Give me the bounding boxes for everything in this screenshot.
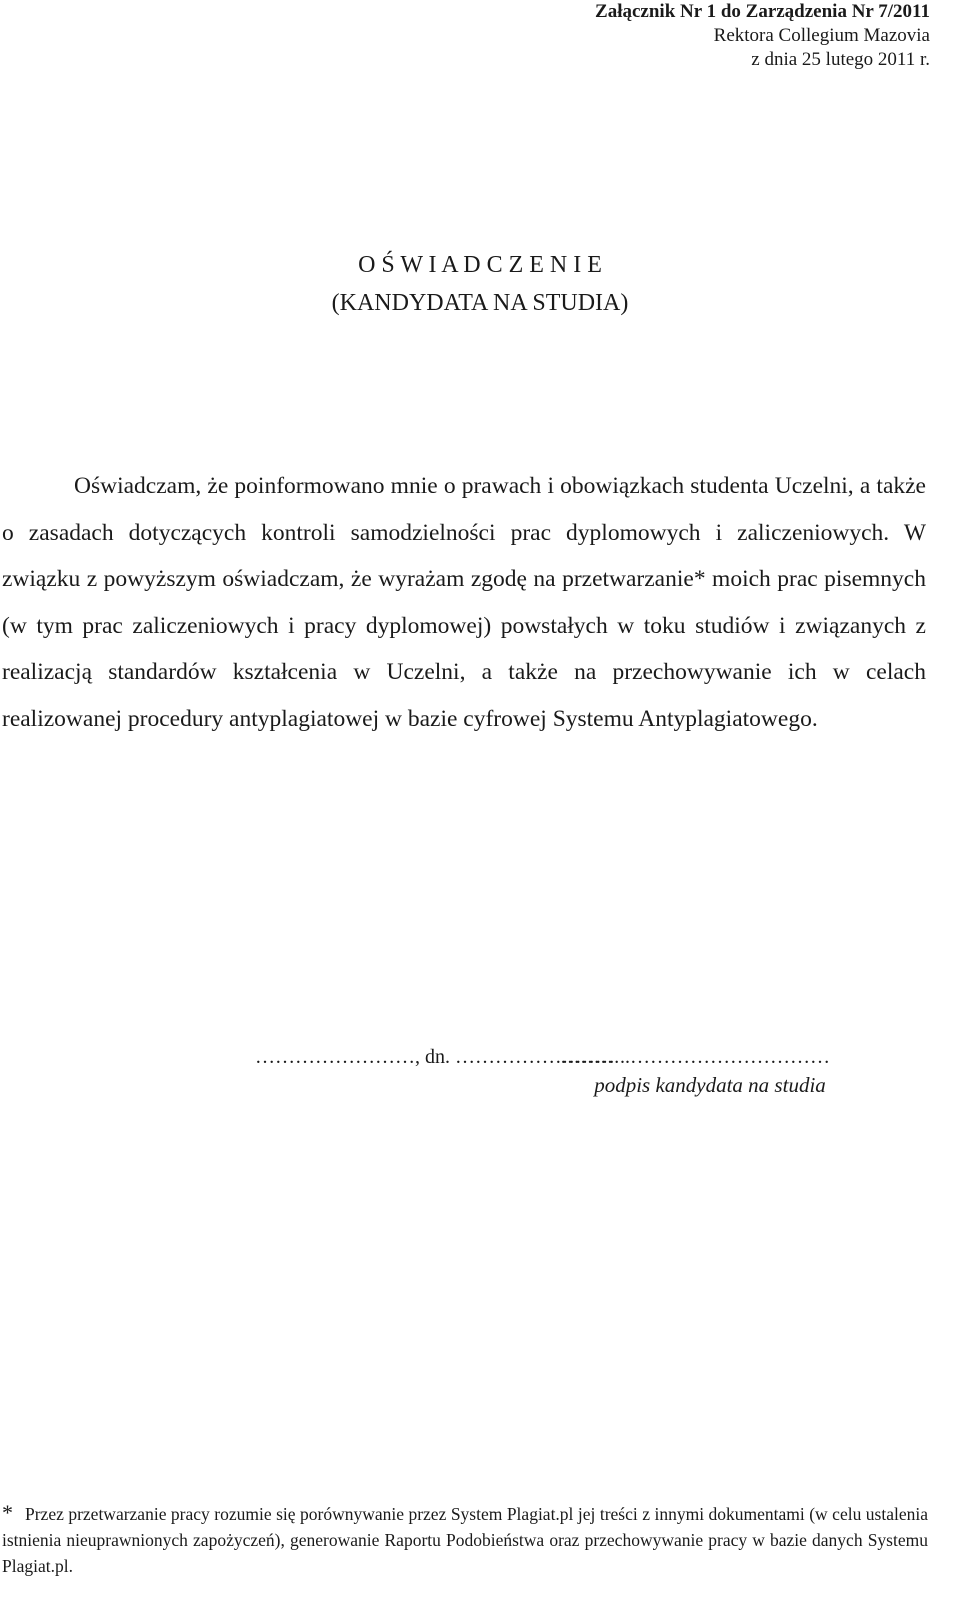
place-date-line: ……………………, dn. …………………… xyxy=(255,1046,615,1068)
document-title: O Ś W I A D C Z E N I E xyxy=(358,252,602,278)
footnote xyxy=(2,1500,928,1579)
attachment-title: Załącznik Nr 1 do Zarządzenia Nr 7/2011 xyxy=(595,1,930,22)
footnote-text: Przez przetwarzanie pracy rozumie się porównywanie przez System Plagiat.pl jej treści z innymi dokumentami (w celu ustalenia istnienia nieuprawnionych zapożyczeń), generowanie Raportu Podobieństwa oraz przechowywanie pracy w bazie danych Systemu Plagiat.pl. xyxy=(2,1504,928,1576)
document-header xyxy=(430,0,930,72)
issuer: Rektora Collegium Mazovia xyxy=(713,25,930,46)
issue-date: z dnia 25 lutego 2011 r. xyxy=(751,49,930,70)
declaration-paragraph: Oświadczam, że poinformowano mnie o prawach i obowiązkach studenta Uczelni, a także o zasadach dotyczących kontroli samodzielności prac dyplomowych i zaliczeniowych. W związku z powyższym oświadczam, że wyrażam zgodę na przetwarzanie* moich prac pisemnych (w tym prac zaliczeniowych i pracy dyplomowej) powstałych w toku studiów i związanych z realizacją standardów kształcenia w Uczelni, a także na przechowywanie ich w celach realizowanej procedury antyplagiatowej w bazie cyfrowej Systemu Antyplagiatowego. xyxy=(2,473,926,732)
signature-caption: podpis kandydata na studia xyxy=(594,1073,826,1097)
signature-line: ………..………………………… xyxy=(560,1046,830,1068)
footnote-marker: * xyxy=(2,1500,13,1525)
declaration-body xyxy=(2,463,926,742)
document-subtitle: (KANDYDATA NA STUDIA) xyxy=(331,290,629,316)
